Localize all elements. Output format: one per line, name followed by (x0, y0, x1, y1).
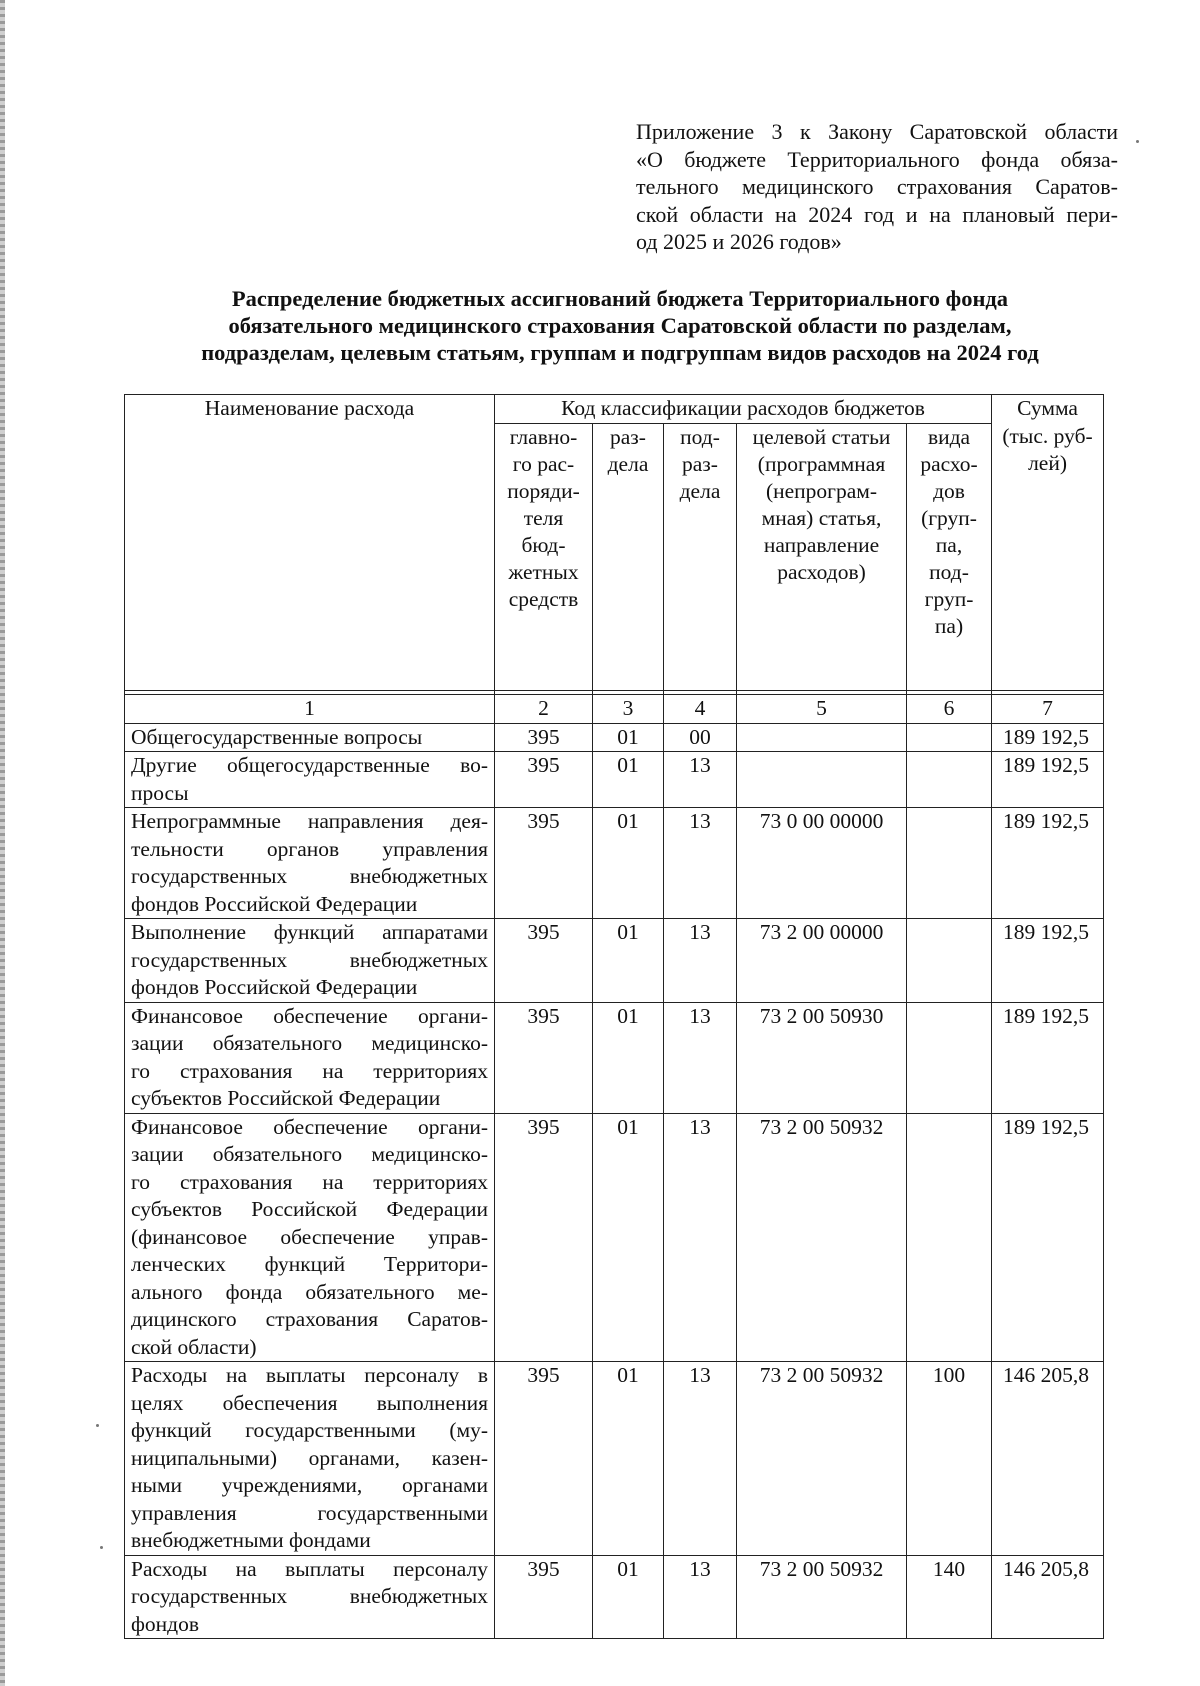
row-name-line: дицинского страхования Саратов- (131, 1307, 488, 1331)
table-row (125, 1002, 1104, 1113)
row-name (125, 1113, 495, 1362)
row-razdel: 01 (593, 1113, 664, 1362)
row-grbs: 395 (495, 1555, 593, 1639)
row-podrazdel: 13 (664, 919, 737, 1003)
table-row (125, 752, 1104, 808)
row-name-line: государственных внебюджетных (131, 947, 488, 972)
row-vr (907, 1002, 992, 1113)
row-name (125, 919, 495, 1003)
row-podrazdel: 13 (664, 1002, 737, 1113)
row-name (125, 1362, 495, 1556)
row-csr: 73 2 00 50932 (737, 1555, 907, 1639)
row-name-line: тельности органов управления (131, 836, 488, 861)
row-sum: 189 192,5 (992, 1002, 1104, 1113)
header-name: Наименование расхода (125, 395, 495, 691)
row-vr: 140 (907, 1555, 992, 1639)
row-sum: 146 205,8 (992, 1362, 1104, 1556)
appendix-line: тельного медицинского страхования Саратов- (636, 174, 1118, 199)
table-row (125, 1555, 1104, 1639)
row-grbs: 395 (495, 808, 593, 919)
row-vr (907, 1113, 992, 1362)
appendix-line: од 2025 и 2026 годов» (636, 229, 842, 254)
row-name-line: субъектов Российской Федерации (131, 1086, 441, 1110)
row-razdel: 01 (593, 752, 664, 808)
header-podrazdel: под- раз- дела (664, 423, 737, 690)
row-name (125, 808, 495, 919)
row-grbs: 395 (495, 919, 593, 1003)
row-csr: 73 2 00 50932 (737, 1362, 907, 1556)
row-name-line: Выполнение функций аппаратами (131, 920, 488, 944)
appendix-line: «О бюджете Территориального фонда обяза- (636, 146, 1118, 172)
row-grbs: 395 (495, 1113, 593, 1362)
row-name-line: субъектов Российской Федерации (131, 1197, 488, 1221)
row-name-line: (финансовое обеспечение управ- (131, 1224, 488, 1249)
row-name-line: ленческих функций Территори- (131, 1252, 488, 1276)
row-name-line: ниципальными) органами, казен- (131, 1445, 488, 1470)
row-name-line: внебюджетными фондами (131, 1528, 371, 1552)
row-razdel: 01 (593, 1555, 664, 1639)
appendix-line: Приложение 3 к Закону Саратовской области (636, 119, 1118, 144)
column-number: 4 (664, 694, 737, 723)
title-line: Распределение бюджетных ассигнований бюджета Территориального фонда (231, 286, 1009, 311)
row-name-line: целях обеспечения выполнения (131, 1390, 488, 1415)
scan-edge (0, 0, 5, 1686)
row-grbs: 395 (495, 723, 593, 752)
row-csr: 73 2 00 00000 (737, 919, 907, 1003)
row-sum: 189 192,5 (992, 723, 1104, 752)
row-vr (907, 723, 992, 752)
row-name (125, 723, 495, 752)
row-name-line: Финансовое обеспечение органи- (131, 1003, 488, 1028)
row-name-line: зации обязательного медицинско- (131, 1031, 488, 1055)
row-podrazdel: 00 (664, 723, 737, 752)
row-csr (737, 752, 907, 808)
row-name-line: Расходы на выплаты персоналу (131, 1556, 488, 1581)
row-name-line: просы (131, 780, 189, 805)
row-razdel: 01 (593, 1362, 664, 1556)
row-name-line: ными учреждениями, органами (131, 1473, 488, 1497)
row-vr (907, 808, 992, 919)
row-name-line: Финансовое обеспечение органи- (131, 1114, 488, 1139)
table-row (125, 1113, 1104, 1362)
row-name-line: го страхования на территориях (131, 1058, 488, 1083)
row-name-line: фондов (131, 1611, 200, 1636)
header-sum: Сумма (тыс. руб- лей) (992, 395, 1104, 691)
row-name-line: Расходы на выплаты персоналу в (131, 1363, 488, 1387)
row-name-line: го страхования на территориях (131, 1169, 488, 1194)
row-name-line: государственных внебюджетных (131, 1584, 488, 1608)
row-sum: 189 192,5 (992, 1113, 1104, 1362)
table-row (125, 1362, 1104, 1556)
column-number: 7 (992, 694, 1104, 723)
row-sum: 189 192,5 (992, 808, 1104, 919)
column-number: 3 (593, 694, 664, 723)
row-name-line: Общегосударственные вопросы (131, 724, 423, 749)
row-grbs: 395 (495, 752, 593, 808)
row-name-line: функций государственными (му- (131, 1418, 488, 1442)
document-title (120, 285, 1120, 366)
row-name-line: фондов Российской Федерации (131, 891, 418, 916)
title-line: подразделам, целевым статьям, группам и подгруппам видов расходов на 2024 год (201, 340, 1039, 365)
scan-speck (1136, 140, 1139, 143)
budget-table (124, 394, 1104, 1639)
header-grbs: главно- го рас- поряди- теля бюд- жетных средств (495, 423, 593, 690)
header-code-group: Код классификации расходов бюджетов (495, 395, 992, 424)
row-name-line: Другие общегосударственные во- (131, 753, 488, 777)
row-name-line: Непрограммные направления дея- (131, 809, 488, 833)
row-csr: 73 2 00 50930 (737, 1002, 907, 1113)
row-csr (737, 723, 907, 752)
row-name-line: государственных внебюджетных (131, 864, 488, 888)
column-number: 2 (495, 694, 593, 723)
row-name-line: фондов Российской Федерации (131, 975, 418, 999)
scan-speck (96, 1424, 99, 1427)
scan-speck (100, 1546, 103, 1549)
row-razdel: 01 (593, 1002, 664, 1113)
row-razdel: 01 (593, 919, 664, 1003)
header-vr: вида расхо- дов (груп- па, под- груп- па) (907, 423, 992, 690)
row-csr: 73 0 00 00000 (737, 808, 907, 919)
row-name-line: ской области) (131, 1334, 257, 1359)
header-csr: целевой статьи (программная (непрограм- мная) статья, направление расходов) (737, 423, 907, 690)
appendix-line: ской области на 2024 год и на плановый пери- (636, 201, 1118, 227)
row-sum: 189 192,5 (992, 752, 1104, 808)
row-vr (907, 919, 992, 1003)
row-name (125, 1555, 495, 1639)
table-header-row (125, 395, 1104, 424)
table-row (125, 808, 1104, 919)
row-podrazdel: 13 (664, 1113, 737, 1362)
row-name-line: ального фонда обязательного ме- (131, 1279, 488, 1304)
column-number: 6 (907, 694, 992, 723)
table-row (125, 919, 1104, 1003)
row-name (125, 752, 495, 808)
header-razdel: раз- дела (593, 423, 664, 690)
row-grbs: 395 (495, 1002, 593, 1113)
row-razdel: 01 (593, 723, 664, 752)
row-podrazdel: 13 (664, 1362, 737, 1556)
column-number-row (125, 694, 1104, 723)
row-name (125, 1002, 495, 1113)
row-podrazdel: 13 (664, 752, 737, 808)
title-line: обязательного медицинского страхования Саратовской области по разделам, (228, 313, 1012, 338)
appendix-note (636, 118, 1118, 256)
row-vr (907, 752, 992, 808)
row-razdel: 01 (593, 808, 664, 919)
row-csr: 73 2 00 50932 (737, 1113, 907, 1362)
row-name-line: зации обязательного медицинско- (131, 1142, 488, 1166)
column-number: 1 (125, 694, 495, 723)
table-row (125, 723, 1104, 752)
row-sum: 189 192,5 (992, 919, 1104, 1003)
row-grbs: 395 (495, 1362, 593, 1556)
row-podrazdel: 13 (664, 808, 737, 919)
row-name-line: управления государственными (131, 1500, 488, 1525)
row-podrazdel: 13 (664, 1555, 737, 1639)
column-number: 5 (737, 694, 907, 723)
row-sum: 146 205,8 (992, 1555, 1104, 1639)
row-vr: 100 (907, 1362, 992, 1556)
